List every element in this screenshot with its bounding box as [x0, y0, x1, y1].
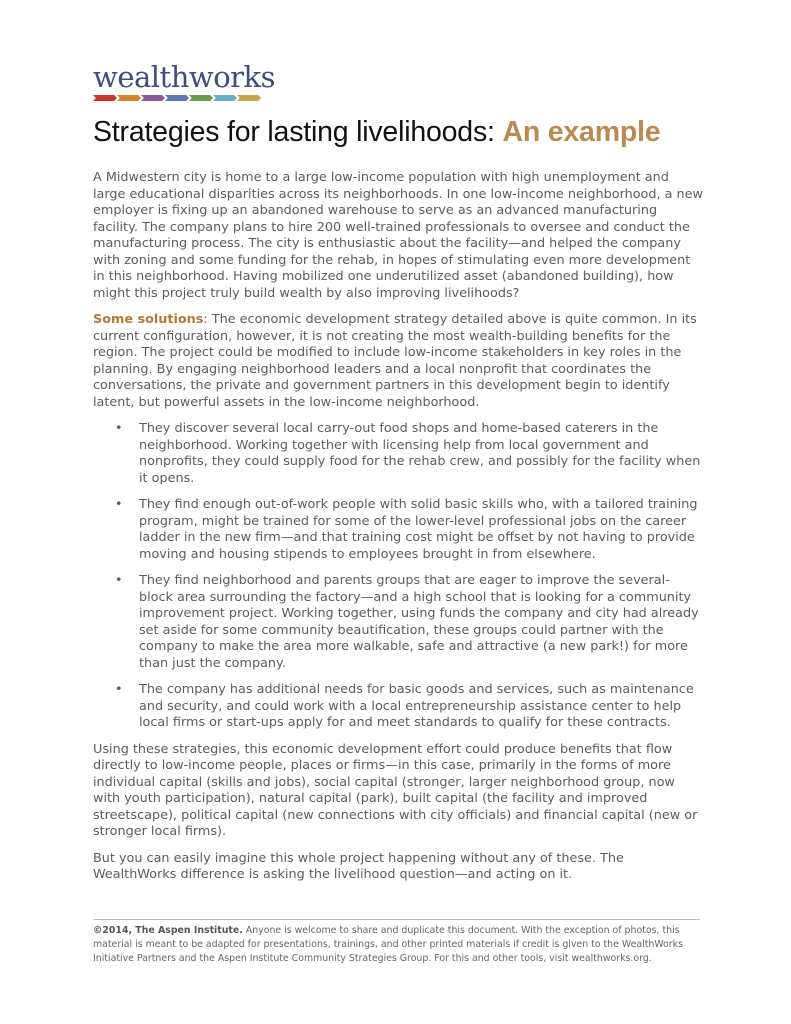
bullet-icon: •: [115, 573, 123, 588]
list-item-text: They find neighborhood and parents groups that are eager to improve the several-block area surrounding the factory—and a high school that is looking for a community improvement project. Working together, using funds the company and city had already set aside for some community beautification, these groups could partner with the company to make the area more walkable, safe and attractive (a new park!) for more than just the company.: [139, 573, 699, 671]
list-item: [115, 573, 703, 672]
logo-wordmark: wealthworks: [93, 60, 275, 94]
solutions-text: : The economic development strategy detailed above is quite common. In its current configuration, however, it is not creating the most wealth-building benefits for the region. The project could be modified to include low-income stakeholders in key roles in the planning. By engaging neighborhood leaders and a local nonprofit that coordinates the conversations, the private and government partners in this development begin to identify latent, but powerful assets in the low-income neighborhood.: [93, 312, 697, 410]
document-body: [93, 170, 703, 894]
logo-color-bar: [93, 95, 263, 101]
solutions-paragraph: [93, 312, 703, 411]
page-title: [93, 116, 660, 149]
footer-text: Anyone is welcome to share and duplicate this document. With the exception of photos, this material is meant to be adapted for presentations, trainings, and other printed materials if credit is given to the WealthWorks Initiative Partners and the Aspen Institute Community Strategies Group. For this and other tools, visit wealthworks.org.: [93, 925, 683, 964]
solutions-list: [93, 421, 703, 732]
footer-note: [93, 919, 700, 966]
bullet-icon: •: [115, 421, 123, 436]
logo-bar-segment: [213, 95, 237, 101]
list-item: [115, 497, 703, 563]
logo-bar-segment: [165, 95, 189, 101]
bullet-icon: •: [115, 497, 123, 512]
footer-copyright: ©2014, The Aspen Institute.: [93, 925, 243, 936]
list-item-text: They discover several local carry-out food shops and home-based caterers in the neighborhood. Working together with licensing help from local government and nonprofits, they could supply food for the rehab crew, and possibly for the facility when it opens.: [139, 421, 701, 486]
logo-bar-segment: [141, 95, 165, 101]
list-item: [115, 421, 703, 487]
list-item: [115, 682, 703, 732]
intro-paragraph: A Midwestern city is home to a large low-income population with high unemployment and large educational disparities across its neighborhoods. In one low-income neighborhood, a new employer is fixing up an abandoned warehouse to serve as an advanced manufacturing facility. The company plans to hire 200 well-trained professionals to oversee and conduct the manufacturing process. The city is enthusiastic about the facility—and helped the company with zoning and some funding for the rehab, in hopes of stimulating even more development in this neighborhood. Having mobilized one underutilized asset (abandoned building), how might this project truly build wealth by also improving livelihoods?: [93, 170, 704, 301]
title-main: Strategies for lasting livelihoods:: [93, 116, 503, 148]
list-item-text: They find enough out-of-work people with solid basic skills who, with a tailored training program, might be trained for some of the lower-level professional jobs on the career ladder in the new firm—and that training cost might be offset by not having to provide moving and housing stipends to employees brought in from elsewhere.: [139, 497, 698, 562]
title-accent: An example: [502, 116, 661, 148]
closing-paragraph: But you can easily imagine this whole project happening without any of these. The WealthWorks difference is asking the livelihood question—and acting on it.: [93, 850, 624, 882]
logo-bar-segment: [189, 95, 213, 101]
conclusion-paragraph: Using these strategies, this economic development effort could produce benefits that flow directly to low-income people, places or firms—in this case, primarily in the forms of more individual capital (skills and jobs), social capital (stronger, larger neighborhood group, now with youth participation), natural capital (park), built capital (the facility and improved streetscape), political capital (new connections with city officials) and financial capital (new or stronger local firms).: [93, 741, 698, 839]
list-item-text: The company has additional needs for basic goods and services, such as maintenance and security, and could work with a local entrepreneurship assistance center to help local firms or start-ups apply for and meet standards to qualify for these contracts.: [139, 682, 694, 730]
logo-bar-segment: [93, 95, 117, 101]
logo-bar-segment: [117, 95, 141, 101]
logo-bar-segment: [237, 95, 261, 101]
wealthworks-logo: [93, 60, 275, 101]
bullet-icon: •: [115, 682, 123, 697]
solutions-lead: Some solutions: [93, 312, 204, 327]
